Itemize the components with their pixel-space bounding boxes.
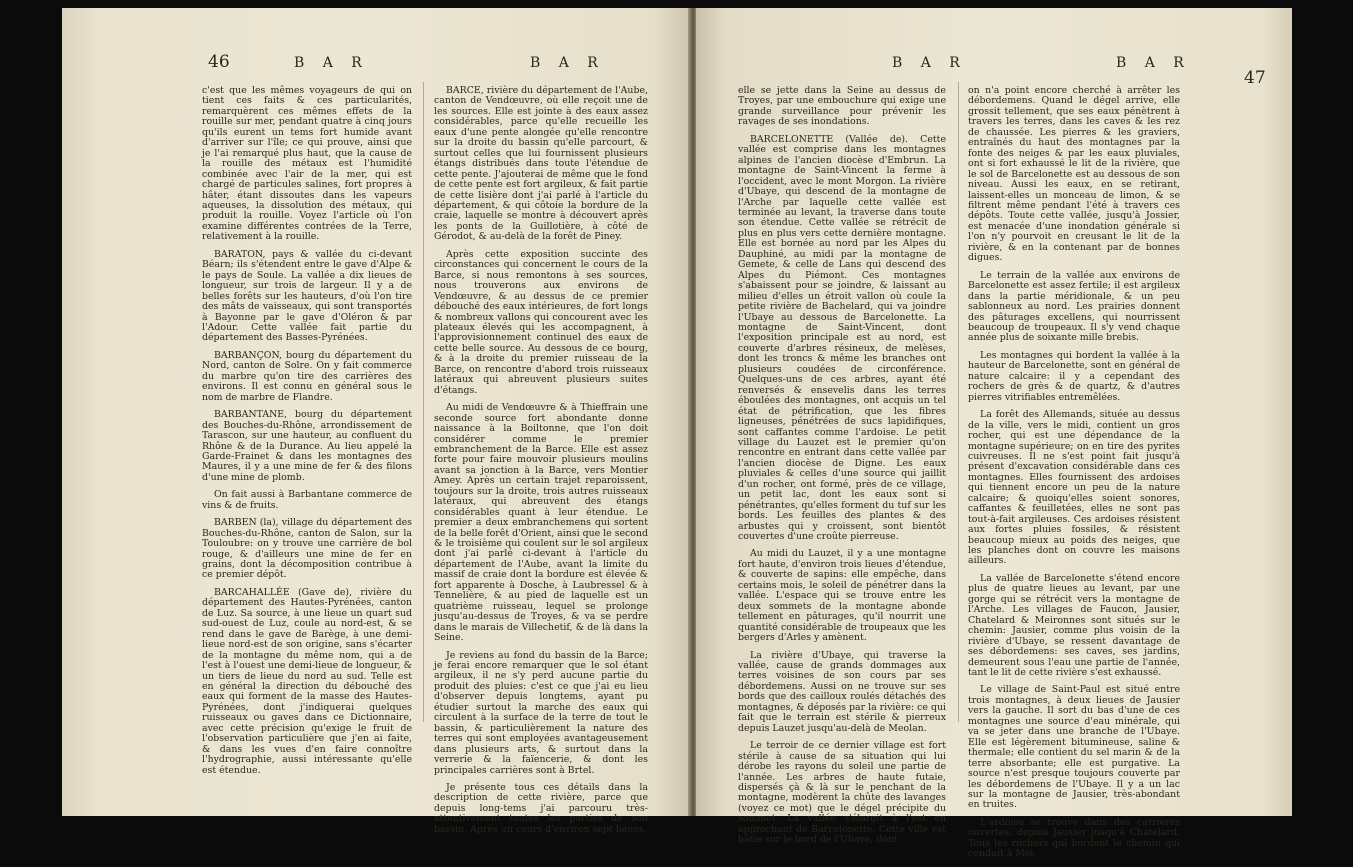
left-page bbox=[62, 8, 690, 835]
paragraph: elle se jette dans la Seine au dessus de Troyes, par une embouchure qui exige une grande surveillance pour prévenir les ravages de ses inondations. bbox=[738, 85, 946, 128]
paragraph: Après cette exposition succinte des circonstances qui concernent le cours de la Barce, si nous remontons à ses sources, nous trouverons aux environs de Vendœuvre, & au dessus de ce premier débouché des eaux intérieures, de fort longs & nombreux vallons qui concourent avec les plateaux élevés qui les accompagnent, à l'approvisionnement continuel des eaux de cette belle source. Au dessous de ce bourg, & à la droite du premier ruisseau de la Barce, on rencontre d'abord trois ruisseaux latéraux qui abreuvent plusieurs suites d'étangs. bbox=[434, 248, 648, 396]
paragraph: BARCAHALLÉE (Gave de), rivière du département des Hautes-Pyrénées, canton de Luz. Sa source, à une lieue un quart sud sud-ouest de Luz, coule au nord-est, & se rend dans le gave de Barège, à une demi-lieue nord-est de son origine, sans s'écarter de la montagne du même nom, qui a de l'est à l'ouest une demi-lieue de longueur, & un tiers de lieue du nord au sud. Telle est en général la direction du débouché des eaux qui forment de la masse des Hautes-Pyrénées, dont j'indiquerai quelques ruisseaux ou gaves dans ce Dictionnaire, avec cette précision qu'exige le fruit de l'observation particulière que j'en ai faite, & dans les vues d'en faire connoître l'hydrographie, aussi intéressante qu'elle est étendue. bbox=[202, 586, 412, 776]
right-page bbox=[696, 8, 1292, 860]
column-divider bbox=[423, 82, 424, 722]
paragraph: BARCELONETTE (Vallée de). Cette vallée est comprise dans les montagnes alpines de l'ancien diocèse d'Embrun. La montagne de Saint-Vincent la ferme à l'occident, avec le mont Morgon. La rivière d'Ubaye, qui descend de la montagne de l'Arche par laquelle cette vallée est terminée au levant, la traverse dans toute son étendue. Cette vallée se rétrécit de plus en plus vers cette dernière montagne. Elle est bornée au nord par les Alpes du Dauphiné, au midi par la montagne de Gemete, & celle de Lans qui descend des Alpes du Piémont. Ces montagnes s'abaissent pour se joindre, & laissant au milieu d'elles un étroit vallon où coule la petite rivière de Bachelard, qui va joindre l'Ubaye au dessous de Barcelonette. La montagne de Saint-Vincent, dont l'exposition principale est au nord, est couverte d'arbres résineux, de melèses, dont les troncs & même les branches ont plusieurs coudées de circonférence. Quelques-uns de ces arbres, ayant été renversés & ensevelis dans les terres éboulées des montagnes, ont acquis un tel état de pétrification, que les fibres ligneuses, pénétrées de sucs lapidifiques, sont caffantes comme l'ardoise. Le petit village du Lauzet est le premier qu'on rencontre en entrant dans cette vallée par l'ancien diocèse de Digne. Les eaux pluviales & celles d'une source qui jaillit d'un rocher, ont formé, près de ce village, un petit lac, dont les eaux sont si pénétrantes, qu'elles forment du tuf sur les bords. Les feuilles des plantes & des arbustes qui y croissent, sont bientôt couvertes d'une croûte pierreuse. bbox=[738, 133, 946, 543]
running-head-left-1: B A R bbox=[294, 55, 369, 71]
paragraph: Au midi du Lauzet, il y a une montagne fort haute, d'environ trois lieues d'étendue, & couverte de sapins: elle empêche, dans certains mois, le soleil de pénétrer dans la vallée. L'espace qui se trouve entre les deux sommets de la montagne abonde tellement en pâturages, qu'il nourrit une quantité considérable de troupeaux que les bergers d'Arles y amènent. bbox=[738, 548, 946, 644]
paragraph: Le terrain de la vallée aux environs de Barcelonette est assez fertile; il est argileux dans la partie méridionale, & un peu sablonneux au nord. Les prairies donnent des pâturages excellens, qui nourrissent beaucoup de troupeaux. Il s'y vend chaque année plus de soixante mille brebis. bbox=[968, 269, 1180, 344]
paragraph: Les montagnes qui bordent la vallée à la hauteur de Barcelonette, sont en général de nature calcaire: il y a cependant des rochers de grès & de quartz, & d'autres pierres vitrifiables entremêlées. bbox=[968, 349, 1180, 403]
column-divider bbox=[958, 82, 959, 722]
paragraph: on n'a point encore cherché à arrêter les débordemens. Quand le dégel arrive, elle grossit tellement, que ses eaux pénètrent à travers les terres, dans les caves & les rez de chaussée. Les pierres & les graviers, entraînés du haut des montagnes par la fonte des neiges & par les eaux pluviales, ont si fort exhaussé le lit de la rivière, que le sol de Barcelonette est au dessous de son niveau. Aussi les eaux, en se retirant, laissent-elles un monceau de limon, & se filtrent même pendant l'été à travers ces dépôts. Toute cette vallée, jusqu'à Jossier, est menacée d'une inondation générale si l'on n'y pourvoit en creusant le lit de la rivière, & en la contenant par de bonnes digues. bbox=[968, 85, 1180, 264]
paragraph: Le terroir de ce dernier village est fort stérile à cause de sa situation qui lui dérobe les rayons du soleil une partie de l'année. Les arbres de haute futaie, dispersés çà & là sur le penchant de la montagne, modèrent la chûte des lavanges (voyez ce mot) que le dégel précipite du sommet. La vallée s'élargit à l'est en approchant de Barcelonette. Cette ville est bâtie sur le bord de l'Ubaye, dont bbox=[738, 740, 946, 846]
paragraph: BARBANÇON, bourg du département du Nord, canton de Solre. On y fait commerce du marbre qu'on tire des carrières des environs. Il est connu en général sous le nom de marbre de Flandre. bbox=[202, 349, 412, 403]
running-head-right-2: B A R bbox=[1116, 55, 1191, 71]
page-number-left: 46 bbox=[208, 52, 230, 72]
paragraph: La vallée de Barcelonette s'étend encore plus de quatre lieues au levant, par une gorge qui se rétrécit vers la montagne de l'Arche. Les villages de Faucon, Jausier, Chatelard & Meironnes sont situés sur le chemin: Jausier, comme plus voisin de la rivière d'Ubaye, se ressent davantage de ses débordemens: ses caves, ses jardins, demeurent sous l'eau une partie de l'année, tant le lit de cette rivière s'est exhaussé. bbox=[968, 572, 1180, 679]
paragraph: BARBANTANE, bourg du département des Bouches-du-Rhône, arrondissement de Tarascon, sur une hauteur, au confluent du Rhône & de la Durance. Au lieu appelé la Garde-Frainet & dans les montagnes des Maures, il y a une mine de fer & des filons d'une mine de plomb. bbox=[202, 409, 412, 483]
paragraph: On fait aussi à Barbantane commerce de vins & de fruits. bbox=[202, 489, 412, 511]
paragraph: c'est que les mêmes voyageurs de qui on tient ces faits & ces particularités, remarquèrent ces mêmes effets de la rouille sur mer, pendant quatre à cinq jours qu'ils eurent un tems fort humide avant d'arriver sur l'île; ce qui prouve, ainsi que je l'ai remarqué plus haut, que la cause de la rouille des métaux est l'humidité combinée avec l'air de la mer, qui est chargé de particules salines, fort propres à hâter, étant dissoutes dans les vapeurs aqueuses, la dissolution des métaux, qui produit la rouille. Voyez l'article où l'on examine différentes contrées de la Terre, relativement à la rouille. bbox=[202, 85, 412, 243]
paragraph: La rivière d'Ubaye, qui traverse la vallée, cause de grands dommages aux terres voisines de son cours par ses débordemens. Aussi on ne trouve sur ses bords que des cailloux roulés détachés des montagnes, & déposés par la rivière: ce qui fait que le terrain est stérile & pierreux depuis Lauzet jusqu'au-delà de Meolan. bbox=[738, 649, 946, 734]
paragraph: BARBEN (la), village du département des Bouches-du-Rhône, canton de Salon, sur la Touloubre: on y trouve une carrière de bol rouge, & d'ailleurs une mine de fer en grains, dont la décomposition contribue à ce premier dépôt. bbox=[202, 517, 412, 581]
page-number-right: 47 bbox=[1244, 68, 1266, 88]
right-column-1 bbox=[738, 86, 946, 853]
running-head-left-2: B A R bbox=[530, 55, 605, 71]
left-column-1 bbox=[202, 86, 412, 783]
paragraph: L'ardoise se trouve dans des carrières ouvertes, depuis Jausier jusqu'à Chatelard. Tous les rochers qui bordent le chemin qui conduit à Mei- bbox=[968, 816, 1180, 860]
right-column-2 bbox=[968, 86, 1180, 867]
paragraph: Au midi de Vendœuvre & à Thieffrain une seconde source fort abondante donne naissance à la Boiltonne, que l'on doit considérer comme le premier embranchement de la Barce. Elle est assez forte pour faire mouvoir plusieurs moulins avant sa jonction à la Barce, vers Montier Amey. Après un certain trajet reparoissent, toujours sur la droite, trois autres ruisseaux latéraux, qui abreuvent des étangs considérables quant à leur étendue. Le premier a deux embranchemens qui sortent de la belle forêt d'Orient, ainsi que le second & le troisième qui coulent sur le sol argileux dont j'ai parlé ci-devant à l'article du département de l'Aube, avant la limite du massif de craie dont la bordure est élevée & fort apparente à Dosche, à Laubressel & à Tennelière, & au pied de laquelle est un quatrième ruisseau, lequel se prolonge jusqu'au-dessus de Troyes, & va se perdre dans le marais de Villechetif, & de là dans la Seine. bbox=[434, 402, 648, 644]
paragraph: BARATON, pays & vallée du ci-devant Béarn; ils s'étendent entre le gave d'Alpe & le pays de Soule. La vallée a dix lieues de longueur, sur trois de largeur. Il y a de belles forêts sur les hauteurs, d'où l'on tire des mâts de vaisseaux, qui sont transportés à Bayonne par le gave d'Oléron & par l'Adour. Cette vallée fait partie du département des Basses-Pyrénées. bbox=[202, 248, 412, 344]
paragraph: Le village de Saint-Paul est situé entre trois montagnes, à deux lieues de Jausier vers la gauche. Il sort du bas d'une de ces montagnes une source d'eau minérale, qui va se jeter dans une branche de l'Ubaye. Elle est légèrement bitumineuse, saline & thermale; elle contient du sel marin & de la terre absorbante; elle est purgative. La source n'est presque toujours couverte par les débordemens de l'Ubaye. Il y a un lac sur la montagne de Jausier, très-abondant en truites. bbox=[968, 684, 1180, 811]
paragraph: Je présente tous ces détails dans la description de cette rivière, parce que depuis long-tems j'ai parcouru très-attentivement toutes les parties de son bassin. Après un cours d'environ sept lieues, bbox=[434, 782, 648, 835]
paragraph: La forêt des Allemands, située au dessus de la ville, vers le midi, contient un gros rocher, qui est une dépendance de la montagne supérieure; on en tire des pyrites cuivreuses. Il ne s'est point fait jusqu'à présent d'excavation considérable dans ces montagnes. Elles fournissent des ardoises qui tiennent encore un peu de la nature calcaire; & quoiqu'elles soient sonores, caffantes & feuilletées, elles ne sont pas tout-à-fait argileuses. Ces ardoises résistent aux fortes pluies fossiles, & résistent beaucoup mieux au poids des neiges, que les planches dont on couvre les maisons ailleurs. bbox=[968, 409, 1180, 567]
paragraph: Je reviens au fond du bassin de la Barce; je ferai encore remarquer que le sol étant argileux, il ne s'y perd aucune partie du produit des pluies: c'est ce que j'ai eu lieu d'observer depuis longtems, ayant pu étudier surtout la marche des eaux qui circulent à la surface de la terre de tout le bassin, & particulièrement la nature des terres qui sont employées avantageusement dans plusieurs arts, & surtout dans la verrerie & la faïencerie, & dont les principales carrières sont à Brtel. bbox=[434, 649, 648, 776]
running-head-right-1: B A R bbox=[892, 55, 967, 71]
paragraph: BARCE, rivière du département de l'Aube, canton de Vendœuvre, où elle reçoit une de les sources. Elle est jointe à des eaux assez considérables, parce qu'elle recueille les eaux d'une pente alongée qu'elle rencontre sur la droite du bassin qu'elle parcourt, & surtout celles que lui fournissent plusieurs étangs distribués dans toute l'étendue de cette pente. J'ajouterai de même que le fond de cette pente est fort argileux, & fait partie de cette lisière dont j'ai parlé à l'article du département, & qui côtoie la bordure de la craie, laquelle se montre à découvert après les ponts de la Guillotière, à côté de Gérodot, & au-delà de la forêt de Piney. bbox=[434, 85, 648, 243]
book-spread bbox=[62, 8, 1292, 860]
left-column-2 bbox=[434, 86, 648, 842]
